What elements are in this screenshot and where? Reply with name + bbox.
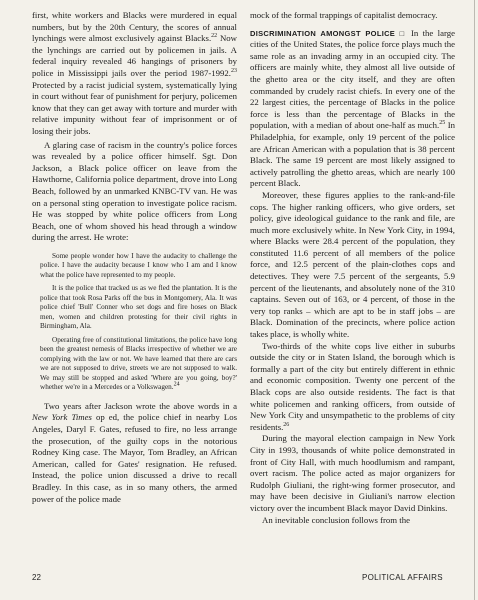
text-run: op ed, the police chief in nearby Los Angeles, Daryl F. Gates, refused to fire, no less arrange the prosecution, of the guilty cops in the notorious Rodney King case. The Mayor, Tom Bradley, an African American, called for Gates' resignation. He refused. Instead, the police union discussed a drive to recall Bradley. In this case, as in so many others, the armed power of the police made xyxy=(32,412,237,504)
text-run: Two years after Jackson wrote the above words in a xyxy=(44,400,237,411)
publication-name: POLITICAL AFFAIRS xyxy=(362,573,443,582)
footnote-ref: 24 xyxy=(173,381,180,388)
block-quote xyxy=(40,252,237,393)
paragraph xyxy=(250,341,455,434)
paragraph: A glaring case of racism in the country's police forces was revealed by a police officer himself. Sgt. Don Jackson, a Black police officer on leave from the Hawthorne, California police department, drove into Long Beach, followed by an unmarked KNBC-TV van. He was on a personal sting operation to investigate police racism. He was stopped by white police officers from Long Beach, one of whom shoved his head through a window during the arrest. He wrote: xyxy=(32,139,237,243)
footnote-ref: 22 xyxy=(211,33,218,40)
quote-paragraph xyxy=(40,336,237,393)
text-run: In the large cities of the United States, the police force plays much the same role as an invading army in an occupied city. The officers are mainly white, they almost all live outside of the ghetto area or the city itself, and they are often commanded by crudely racist chiefs. In every one of the 22 largest cities, the percentage of Blacks in the police force is less than the percentage of Blacks in the population, with a median of about one-half as much. xyxy=(250,27,455,131)
text-run: Operating free of constitutional limitations, the police have long been the greatest nemesis of Blacks irrespective of whether we are complying with the law or not. We have learned that there are cars we are not supposed to drive, streets we are not supposed to walk. We may still be stopped and asked 'Where are you going, boy?' whether we're in a Mercedes or a Volkswagen. xyxy=(40,335,237,392)
paragraph xyxy=(32,401,237,505)
quote-paragraph: Some people wonder how I have the audacity to challenge the police. I have the audacity because I know who I am and I know what the police have represented to my people. xyxy=(40,251,237,279)
paragraph: An inevitable conclusion follows from the xyxy=(262,514,410,525)
paragraph xyxy=(32,10,237,138)
text-run: first, white workers and Blacks were murdered in equal numbers, but by the 20th Century, the scores of annual lynchings were almost exclusively against Blacks. xyxy=(32,10,237,44)
paragraph: During the mayoral election campaign in New York City in 1993, thousands of white police demonstrated in front of City Hall, with much hoodlumism and rampant, overt racism. The police acted as major organizers for Rudolph Giuliani, the right-wing former prosecutor, and may have been decisive in Giuliani's narrow election victory over the incumbent Black mayor David Dinkins. xyxy=(250,433,455,513)
left-column xyxy=(32,10,237,505)
footnote-ref: 26 xyxy=(283,421,290,428)
italic-text: New York Times xyxy=(32,412,92,423)
paragraph xyxy=(250,28,455,190)
quote-paragraph: It is the police that tracked us as we fled the plantation. It is the police that took Rosa Parks off the bus in Montgomery, Ala. It was police chief 'Bull' Conner who set dogs and fire hoses on Black men, women and children protesting for their civil rights in Birmingham, Ala. xyxy=(40,284,237,331)
text-run: In Philadelphia, for example, only 19 percent of the police are African American with a population that is 38 percent Black. The same 19 percent are most likely assigned to actively patrolling the ghetto areas, which are nearly 100 percent Black. xyxy=(250,120,455,189)
footnote-ref: 25 xyxy=(439,120,446,127)
section-heading: DISCRIMINATION AMONGST POLICE □ xyxy=(250,28,407,38)
text-run: Now the lynchings are carried out by policemen in jails. A federal inquiry revealed 46 hangings of prisoners by police in Mississippi jails over the period 1987-1992. xyxy=(32,33,237,78)
page-number: 22 xyxy=(32,573,41,582)
text-run: Protected by a racist judicial system, systematically lying in court without fear of punishment for perjury, policemen know that they can get away with torture and murder with relative impunity without fear of imprisonment or of losing their jobs. xyxy=(32,79,237,136)
footnote-ref: 23 xyxy=(231,68,237,75)
paragraph: mock of the formal trappings of capitalist democracy. xyxy=(250,10,438,20)
right-column xyxy=(250,10,455,526)
page-edge-divider xyxy=(474,0,475,600)
paragraph: Moreover, these figures applies to the rank-and-file cops. The higher ranking officers, who give orders, set policy, give ideological guidance to the rank and file, are much more exclusively white. In New York City, in 1994, where Blacks were 28.4 percent of the population, they constituted 11.6 percent of all members of the police force, and 12.5 percent of the plain-clothes cops and detectives. They were 7.5 percent of the sergeants, 5.9 percent of the lieutenants, and absolutely none of the 310 captains. Seven out of 163, or 4 percent, of those in the very top ranks – which are apt to be in staff jobs – are Black. Domination of the precincts, where police action takes place, is wholly white. xyxy=(250,189,455,340)
text-run: Two-thirds of the white cops live either in suburbs outside the city or in Staten Island, the borough which is formally a part of the city but entirely different in ethnic and economic composition. Twenty one percent of the Black cops are also outside residents. The fact is that white policemen and ranking officers, from outside of New York City and unsympathetic to the problems of city residents. xyxy=(250,340,455,432)
